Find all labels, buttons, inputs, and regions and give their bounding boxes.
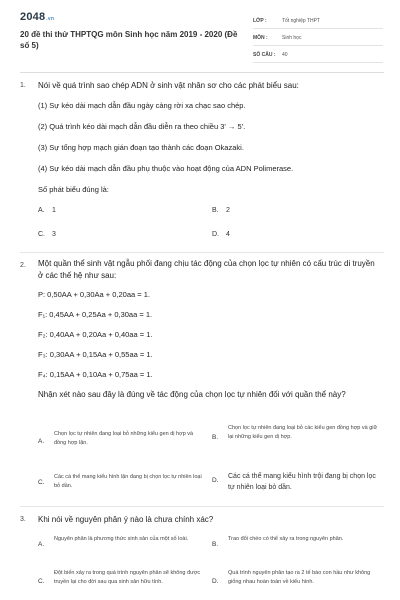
option-text: Trao đổi chéo có thể xảy ra trong nguyên phân. — [228, 536, 344, 542]
option-letter: C. — [38, 578, 45, 585]
logo-suffix: .vn — [46, 16, 55, 22]
option-text: Nguyên phân là phương thức sinh sản của một số loài. — [54, 536, 189, 542]
statement-line: (3) Sự tổng hợp mạch gián đoạn tạo thành các đoạn Okazaki. — [38, 143, 244, 152]
meta-table — [253, 14, 383, 65]
option-text: Chọn lọc tự nhiên đang loại bỏ các kiểu gen đồng hợp và giữ lại những kiểu gen dị hợp. — [228, 425, 378, 440]
question-separator — [20, 506, 384, 507]
option-letter: A. — [38, 207, 45, 214]
option-text: 4 — [226, 231, 230, 238]
statement-line: (1) Sự kéo dài mạch dẫn đầu ngày càng rời xa chạc sao chép. — [38, 101, 246, 110]
statement-line: (2) Quá trình kéo dài mạch dẫn đầu diễn ra theo chiều 3' → 5'. — [38, 122, 246, 131]
question-3-number: 3. — [20, 516, 26, 523]
answer-option-a[interactable] — [38, 207, 56, 214]
meta-row-count — [253, 48, 383, 63]
answer-option-b[interactable] — [212, 424, 380, 442]
meta-value: Tốt nghiệp THPT — [282, 18, 320, 24]
generation-line: F₃: 0,30AA + 0,15Aa + 0,55aa = 1. — [38, 350, 153, 359]
site-logo[interactable] — [20, 11, 54, 23]
meta-value: 40 — [282, 52, 288, 58]
generation-line: F₁: 0,45AA + 0,25Aa + 0,30aa = 1. — [38, 310, 153, 319]
answer-option-c[interactable] — [38, 231, 56, 238]
answer-option-a[interactable] — [38, 430, 210, 448]
option-letter: A. — [38, 541, 45, 548]
option-text: Các cá thể mang kiểu hình trội đang bị chọn lọc tự nhiên loại bỏ dần. — [228, 473, 376, 491]
question-2-prompt: Nhận xét nào sau đây là đúng về tác động của chọn lọc tự nhiên đối với quần thể này? — [38, 390, 346, 399]
statement-line: (4) Sự kéo dài mạch dẫn đầu phụ thuộc vào hoạt động của ADN Polimerase. — [38, 164, 294, 173]
answer-option-d[interactable] — [212, 569, 382, 587]
option-text: Quá trình nguyên phân tạo ra 2 tế bào con hầu như không giống nhau hoàn toàn về kiểu hình. — [228, 570, 371, 585]
meta-key: MÔN : — [253, 35, 268, 41]
answer-option-d[interactable] — [212, 471, 382, 493]
option-letter: C. — [38, 479, 45, 486]
header-divider — [20, 72, 384, 73]
option-letter: A. — [38, 438, 45, 445]
option-text: Các cá thể mang kiểu hình lặn đang bị chọn lọc tự nhiên loại bỏ dần. — [54, 474, 202, 489]
answer-option-b[interactable] — [212, 535, 380, 548]
generation-line: F₂: 0,40AA + 0,20Aa + 0,40aa = 1. — [38, 330, 153, 339]
logo-text: 2048 — [20, 11, 46, 23]
question-separator — [20, 252, 384, 253]
option-letter: B. — [212, 541, 219, 548]
document-title: 20 đề thi thử THPTQG môn Sinh học năm 2019 - 2020 (Đề số 5) — [20, 30, 238, 50]
meta-row-class — [253, 14, 383, 29]
meta-value: Sinh học — [282, 35, 302, 41]
answer-option-c[interactable] — [38, 569, 210, 587]
option-letter: D. — [212, 477, 219, 484]
option-text: 2 — [226, 207, 230, 214]
option-text: Chọn lọc tự nhiên đang loại bỏ những kiểu gen dị hợp và đồng hợp lặn. — [54, 431, 194, 446]
option-letter: B. — [212, 434, 219, 441]
meta-key: LỚP : — [253, 18, 267, 24]
statement-line: Số phát biểu đúng là: — [38, 185, 109, 194]
option-letter: C. — [38, 231, 45, 238]
option-letter: B. — [212, 207, 219, 214]
question-2-number: 2. — [20, 262, 26, 269]
option-text: 3 — [52, 231, 56, 238]
question-2-text: Một quần thể sinh vật ngẫu phối đang chịu tác động của chọn lọc tự nhiên có cấu trúc di truyền ở các thế hệ như sau: — [38, 259, 375, 280]
answer-option-d[interactable] — [212, 231, 230, 238]
question-1-number: 1. — [20, 82, 26, 89]
option-letter: D. — [212, 231, 219, 238]
meta-key: SỐ CÂU : — [253, 52, 276, 58]
document-header — [0, 0, 400, 64]
option-letter: D. — [212, 578, 219, 585]
question-1-text: Nói về quá trình sao chép ADN ở sinh vật nhân sơ cho các phát biểu sau: — [38, 81, 299, 90]
question-3-text: Khi nói về nguyên phân ý nào là chưa chính xác? — [38, 515, 214, 524]
generation-line: F₄: 0,15AA + 0,10Aa + 0,75aa = 1. — [38, 370, 153, 379]
option-text: Đột biến xảy ra trong quá trình nguyên phân sẽ không được truyền lại cho đời sau qua sinh sản hữu tính. — [54, 570, 201, 585]
answer-option-c[interactable] — [38, 473, 210, 491]
meta-row-subject — [253, 31, 383, 46]
answer-option-b[interactable] — [212, 207, 230, 214]
answer-option-a[interactable] — [38, 535, 210, 548]
generation-line: P: 0,50AA + 0,30Aa + 0,20aa = 1. — [38, 290, 150, 299]
option-text: 1 — [52, 207, 56, 214]
